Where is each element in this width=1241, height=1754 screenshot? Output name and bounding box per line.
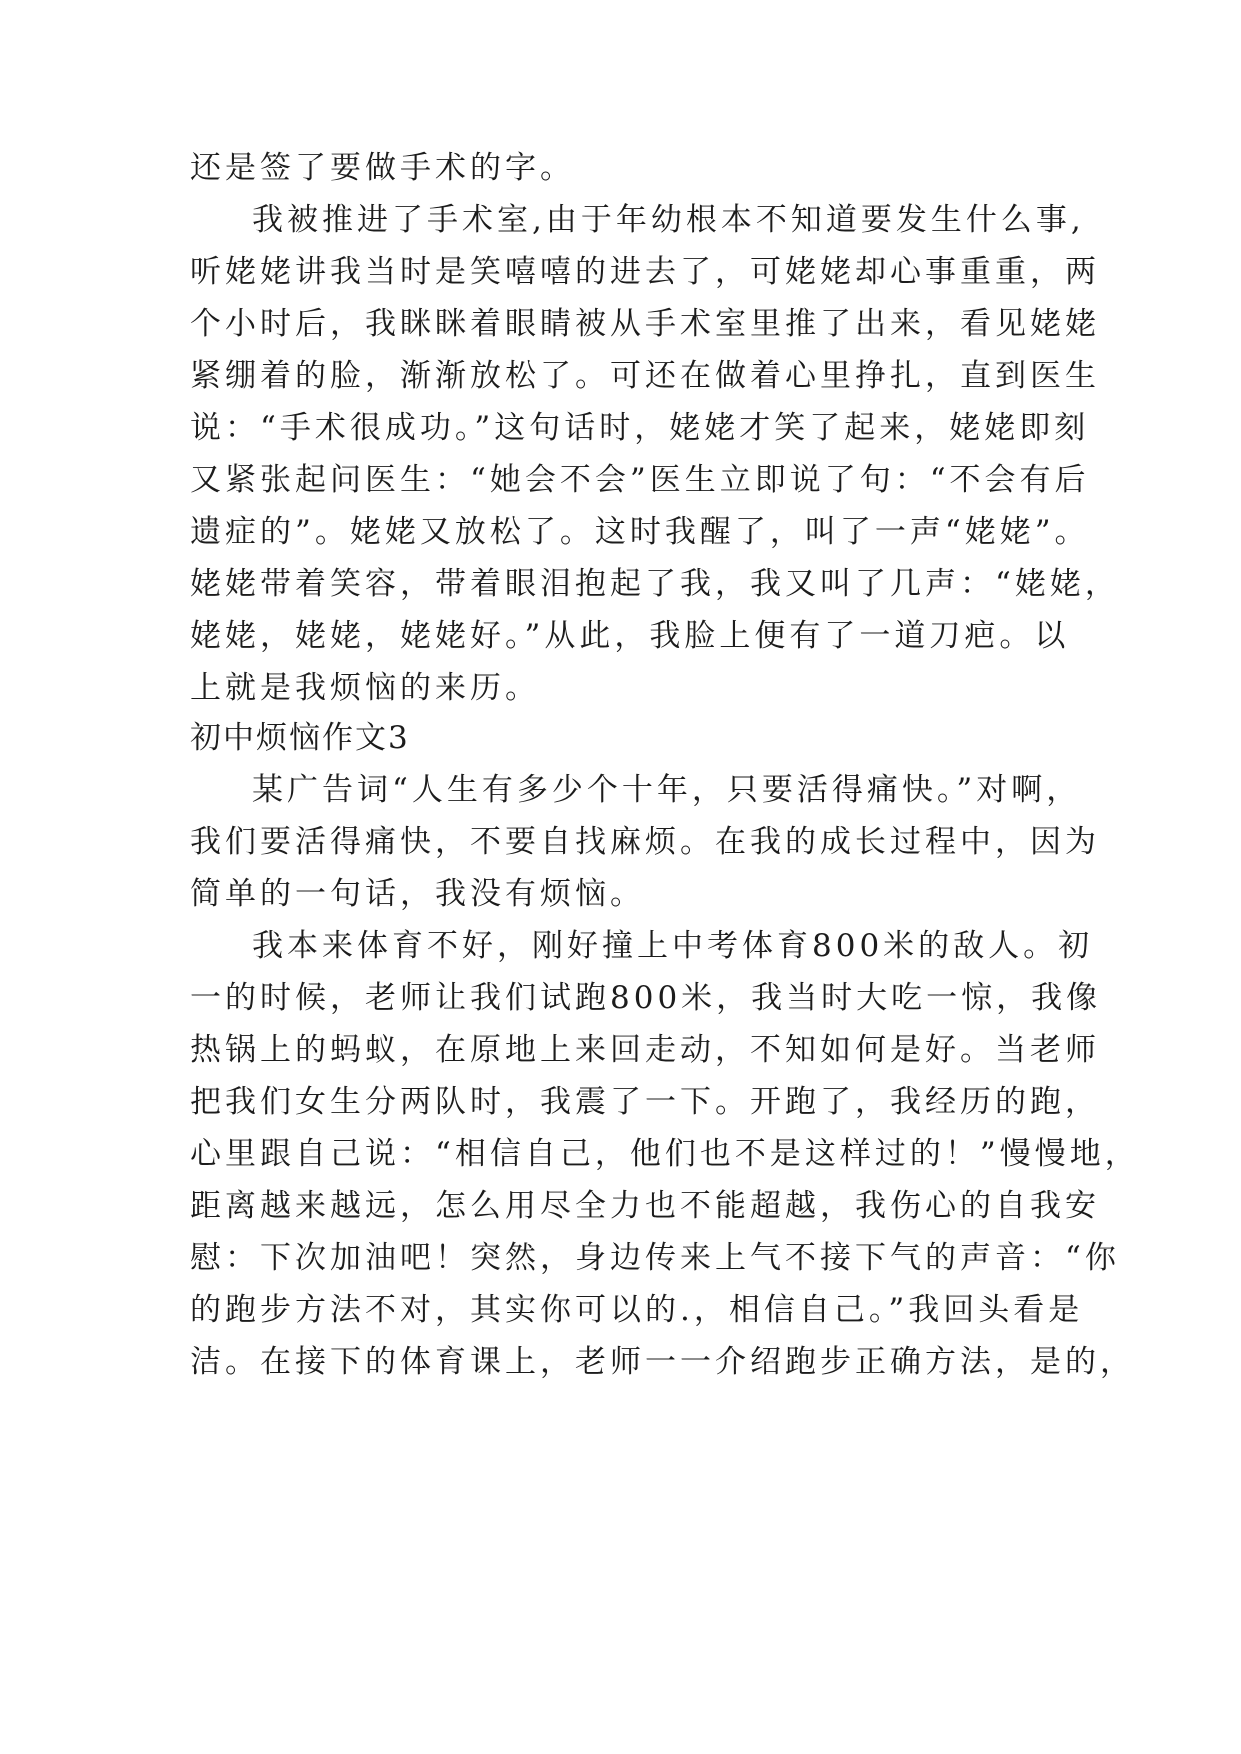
text-line: 姥姥带着笑容，带着眼泪抱起了我，我又叫了几声：“姥姥，: [190, 566, 1120, 602]
section-heading: 初中烦恼作文3: [190, 720, 410, 756]
text-line: 上就是我烦恼的来历。: [190, 670, 540, 706]
text-line: 紧绷着的脸，渐渐放松了。可还在做着心里挣扎，直到医生: [190, 358, 1100, 394]
text-line: 距离越来越远，怎么用尽全力也不能超越，我伤心的自我安: [190, 1188, 1100, 1224]
text-line: 又紧张起问医生：“她会不会”医生立即说了句：“不会有后: [190, 462, 1090, 498]
paragraph-start-line: 我本来体育不好，刚好撞上中考体育800米的敌人。初: [252, 928, 1094, 964]
text-line: 听姥姥讲我当时是笑嘻嘻的进去了，可姥姥却心事重重，两: [190, 254, 1100, 290]
text-line: 简单的一句话，我没有烦恼。: [190, 876, 645, 912]
text-line: 一的时候，老师让我们试跑800米，我当时大吃一惊，我像: [190, 980, 1102, 1016]
text-line: 慰：下次加油吧！突然，身边传来上气不接下气的声音：“你: [190, 1240, 1120, 1276]
paragraph-start-line: 我被推进了手术室,由于年幼根本不知道要发生什么事,: [252, 202, 1085, 238]
text-line: 姥姥，姥姥，姥姥好。”从此，我脸上便有了一道刀疤。以: [190, 618, 1070, 654]
text-line: 的跑步方法不对，其实你可以的.，相信自己。”我回头看是: [190, 1292, 1084, 1328]
text-line: 心里跟自己说：“相信自己，他们也不是这样过的！”慢慢地，: [190, 1136, 1140, 1172]
paragraph-start-line: 某广告词“人生有多少个十年，只要活得痛快。”对啊，: [252, 772, 1082, 808]
text-line: 个小时后，我眯眯着眼睛被从手术室里推了出来，看见姥姥: [190, 306, 1100, 342]
text-line: 把我们女生分两队时，我震了一下。开跑了，我经历的跑，: [190, 1084, 1100, 1120]
text-line: 说：“手术很成功。”这句话时，姥姥才笑了起来，姥姥即刻: [190, 410, 1090, 446]
text-line: 遗症的”。姥姥又放松了。这时我醒了，叫了一声“姥姥”。: [190, 514, 1090, 550]
text-line: 还是签了要做手术的字。: [190, 150, 575, 186]
text-line: 洁。在接下的体育课上，老师一一介绍跑步正确方法，是的，: [190, 1344, 1135, 1380]
text-line: 我们要活得痛快，不要自找麻烦。在我的成长过程中，因为: [190, 824, 1100, 860]
text-line: 热锅上的蚂蚁，在原地上来回走动，不知如何是好。当老师: [190, 1032, 1100, 1068]
